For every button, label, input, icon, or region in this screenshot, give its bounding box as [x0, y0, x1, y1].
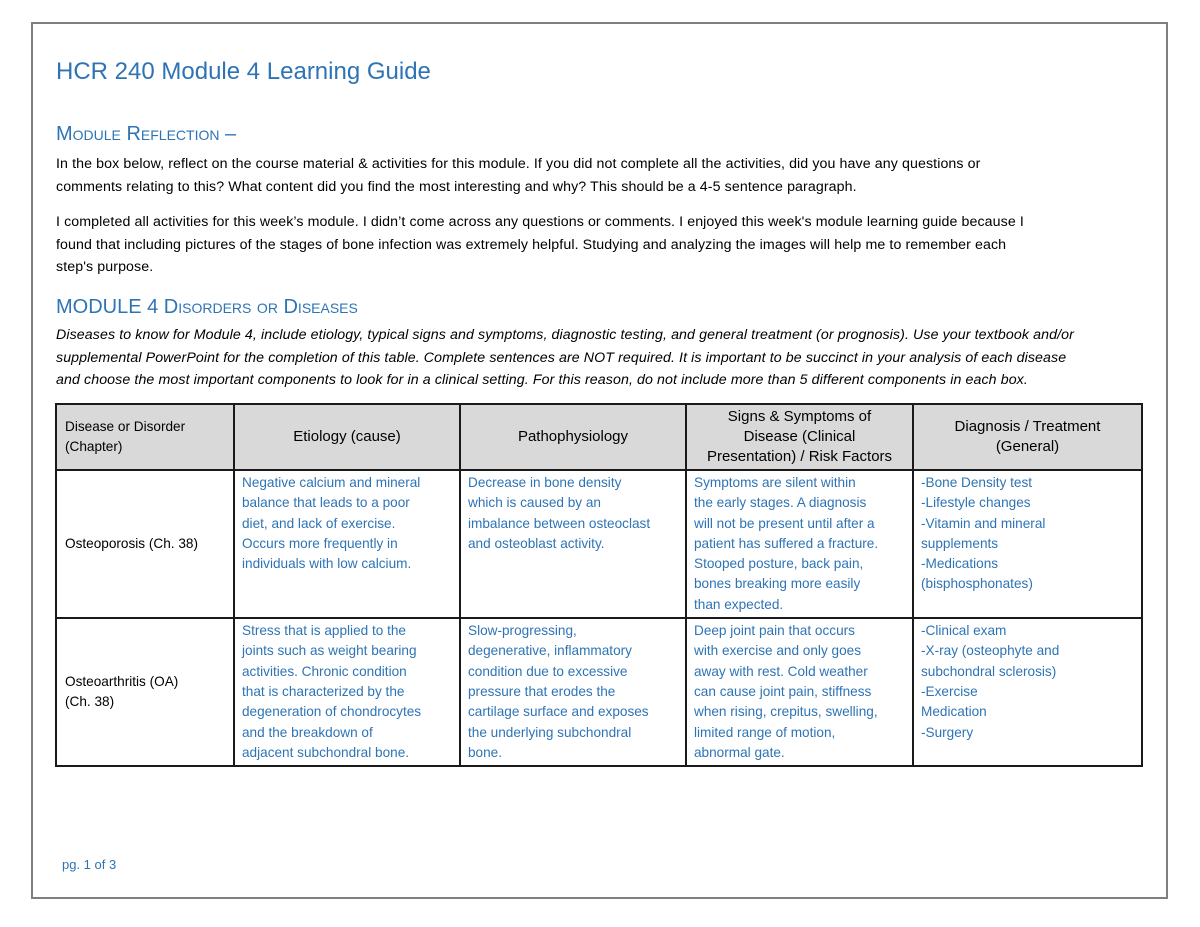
cell-line: will not be present until after a: [694, 515, 875, 531]
header-disease: [56, 404, 234, 470]
reflection-prompt-line: In the box below, reflect on the course material & activities for this module. If you did not complete all the activities, did you have any questions or: [56, 156, 981, 172]
cell-line: patient has suffered a fracture.: [694, 535, 879, 551]
cell-line: Deep joint pain that occurs: [694, 623, 855, 639]
cell-line: -Bone Density test: [921, 475, 1033, 490]
cell-line: diet, and lack of exercise.: [242, 515, 396, 531]
cell-line: Stooped posture, back pain,: [694, 556, 864, 572]
cell-line: -Clinical exam: [921, 623, 1007, 639]
cell-line: joints such as weight bearing: [242, 643, 417, 659]
cell-line: condition due to excessive: [468, 663, 628, 679]
header-line: Diagnosis / Treatment: [954, 417, 1101, 435]
header-line: Disease (Clinical: [743, 427, 856, 445]
diagnosis-treatment-cell: [913, 470, 1142, 618]
etiology-cell: [234, 618, 460, 766]
cell-line: bone.: [468, 744, 503, 760]
cell-line: balance that leads to a poor: [242, 495, 410, 511]
module-reflection-heading: Module Reflection –: [56, 123, 237, 145]
cell-line: Negative calcium and mineral: [242, 475, 421, 490]
cell-line: -Medications: [921, 556, 999, 572]
pathophysiology-cell: [460, 618, 686, 766]
cell-line: pressure that erodes the: [468, 683, 616, 699]
cell-line: Stress that is applied to the: [242, 623, 406, 639]
header-line: Disease or Disorder: [65, 418, 186, 434]
header-pathophysiology: [460, 404, 686, 470]
cell-line: with exercise and only goes: [694, 643, 861, 659]
cell-line: limited range of motion,: [694, 724, 836, 740]
table-row: [56, 618, 1142, 766]
cell-line: Osteoporosis (Ch. 38): [65, 535, 198, 551]
cell-line: Slow-progressing,: [468, 623, 577, 639]
header-signs-symptoms: [686, 404, 913, 470]
cell-line: imbalance between osteoclast: [468, 515, 651, 531]
disorders-table: [55, 403, 1143, 767]
cell-line: bones breaking more easily: [694, 576, 861, 592]
header-line: Etiology (cause): [293, 427, 401, 445]
instruction-line: and choose the most important components to look for in a clinical setting. For this reason, do not include more than 5 different components in each box.: [56, 372, 1028, 388]
disorders-heading: MODULE 4 Disorders or Diseases: [56, 296, 358, 318]
cell-line: (bisphosphonates): [921, 576, 1033, 592]
reflection-prompt-line: comments relating to this? What content did you find the most interesting and why? This should be a 4-5 sentence paragraph.: [56, 178, 857, 195]
cell-line: than expected.: [694, 596, 784, 612]
cell-line: individuals with low calcium.: [242, 556, 412, 572]
etiology-cell: [234, 470, 460, 618]
cell-line: subchondral sclerosis): [921, 663, 1057, 679]
cell-line: Osteoarthritis (OA): [65, 673, 179, 689]
cell-line: -X-ray (osteophyte and: [921, 643, 1060, 659]
cell-line: -Surgery: [921, 724, 974, 740]
reflection-answer-line: found that including pictures of the stages of bone infection was extremely helpful. Studying and analyzing the images will help me to remember each: [56, 236, 1007, 253]
signs-symptoms-cell: [686, 618, 913, 766]
cell-line: away with rest. Cold weather: [694, 663, 868, 679]
header-line: (General): [995, 438, 1060, 455]
cell-line: adjacent subchondral bone.: [242, 744, 410, 760]
reflection-answer-line: step's purpose.: [56, 259, 154, 275]
cell-line: that is characterized by the: [242, 683, 405, 699]
cell-line: activities. Chronic condition: [242, 663, 407, 679]
cell-line: Occurs more frequently in: [242, 535, 398, 551]
cell-line: the early stages. A diagnosis: [694, 495, 867, 511]
reflection-answer: [56, 211, 1146, 279]
diagnosis-treatment-cell: [913, 618, 1142, 766]
header-line: Pathophysiology: [517, 427, 629, 445]
table-header-row: [56, 404, 1142, 470]
header-diagnosis-treatment: [913, 404, 1142, 470]
disorders-instructions: [56, 324, 1146, 392]
header-line: Presentation) / Risk Factors: [706, 448, 893, 466]
cell-line: Decrease in bone density: [468, 475, 622, 490]
cell-line: when rising, crepitus, swelling,: [694, 704, 878, 720]
cell-line: Symptoms are silent within: [694, 475, 856, 490]
cell-line: -Exercise: [921, 683, 978, 699]
cell-line: which is caused by an: [468, 495, 601, 511]
cell-line: degeneration of chondrocytes: [242, 704, 422, 720]
signs-symptoms-cell: [686, 470, 913, 618]
cell-line: abnormal gate.: [694, 744, 785, 760]
header-line: Signs & Symptoms of: [727, 407, 872, 425]
instruction-line: Diseases to know for Module 4, include etiology, typical signs and symptoms, diagnostic testing, and general treatment (or prognosis). Use your textbook and/or: [56, 327, 1074, 343]
cell-line: can cause joint pain, stiffness: [694, 683, 872, 699]
cell-line: (Ch. 38): [65, 694, 115, 710]
cell-line: and the breakdown of: [242, 724, 373, 740]
cell-line: -Vitamin and mineral: [921, 515, 1046, 531]
instruction-line: supplemental PowerPoint for the completion of this table. Complete sentences are NOT required. It is important to be succinct in your analysis of each disease: [56, 349, 1067, 366]
cell-line: degenerative, inflammatory: [468, 643, 632, 659]
disease-cell: [56, 470, 234, 618]
page-number: pg. 1 of 3: [62, 857, 117, 872]
cell-line: cartilage surface and exposes: [468, 704, 649, 720]
cell-line: Medication: [921, 704, 987, 720]
pathophysiology-cell: [460, 470, 686, 618]
reflection-answer-line: I completed all activities for this week’s module. I didn’t come across any questions or comments. I enjoyed this week's module learning guide because I: [56, 214, 1024, 230]
cell-line: and osteoblast activity.: [468, 535, 605, 551]
reflection-prompt: [56, 153, 1146, 198]
cell-line: -Lifestyle changes: [921, 495, 1031, 511]
header-line: (Chapter): [65, 439, 123, 454]
header-etiology: [234, 404, 460, 470]
table-row: [56, 470, 1142, 618]
document-title: HCR 240 Module 4 Learning Guide: [56, 58, 431, 85]
cell-line: supplements: [921, 535, 999, 551]
disease-cell: [56, 618, 234, 766]
cell-line: the underlying subchondral: [468, 724, 632, 740]
